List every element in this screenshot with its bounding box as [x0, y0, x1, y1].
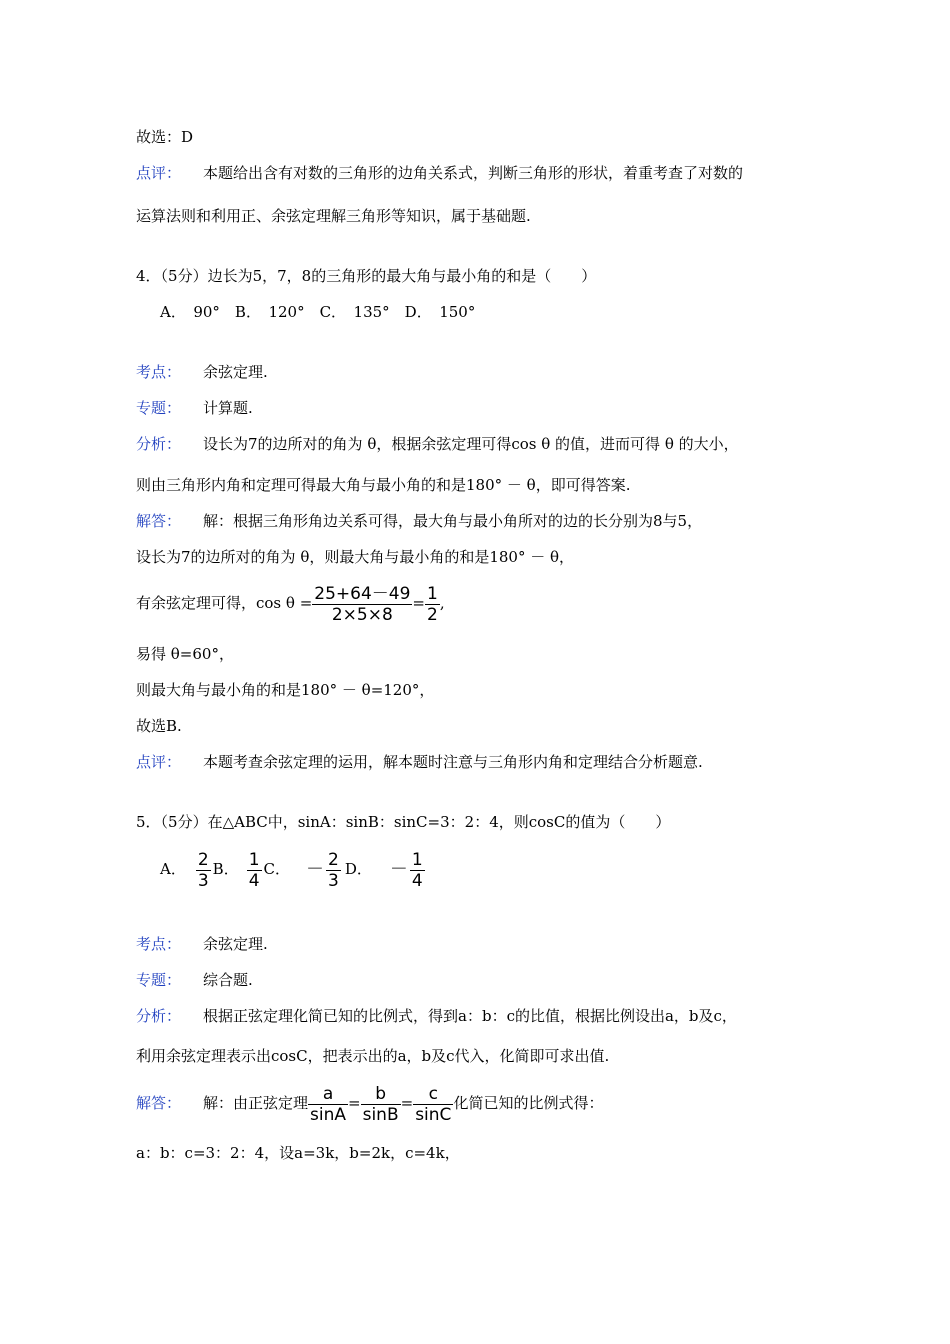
option-a-label: A．	[160, 860, 186, 878]
cos-fraction	[312, 584, 412, 625]
jieda-prefix: 解：由正弦定理	[203, 1094, 309, 1112]
option-c-fraction	[326, 850, 341, 891]
prev-comment-cont: 运算法则和利用正、余弦定理解三角形等知识，属于基础题.	[136, 207, 531, 225]
cos-numerator: 25+64－49	[314, 583, 411, 604]
q4-jieda-l5: 则最大角与最小角的和是180° － θ=120°，	[136, 681, 435, 699]
jieda-suffix: 化简已知的比例式得：	[453, 1094, 604, 1112]
q4-cos-formula	[136, 580, 445, 626]
kaodian-text: 余弦定理.	[203, 935, 268, 953]
fenxi-text: 设长为7的边所对的角为 θ，根据余弦定理可得cos θ 的值，进而可得 θ 的大小，	[203, 435, 739, 453]
q4-dianping	[136, 752, 703, 772]
cos-denominator: 2×5×8	[331, 604, 393, 625]
q4-stem: 4．（5分）边长为5，7，8的三角形的最大角与最小角的和是（ ）	[136, 267, 597, 285]
option-c-sign: －	[306, 859, 325, 880]
jieda-tag: 解答：	[136, 512, 182, 530]
q4-options: A． 90° B． 120° C． 135° D． 150°	[160, 303, 476, 321]
option-d-sign: －	[389, 859, 408, 880]
q5-jieda	[136, 1080, 603, 1126]
option-c-den: 3	[328, 870, 339, 891]
comma: ,	[439, 594, 445, 612]
option-d-fraction	[410, 850, 425, 891]
kaodian-text: 余弦定理.	[203, 363, 268, 381]
option-b-den: 4	[248, 870, 260, 891]
zhuanti-text: 计算题.	[203, 399, 253, 417]
equals-sign: =	[412, 594, 425, 612]
fenxi-text: 根据正弦定理化简已知的比例式，得到a：b：c的比值，根据比例设出a，b及c，	[203, 1007, 737, 1025]
q4-jieda-l6: 故选B.	[136, 717, 182, 735]
prev-comment	[136, 163, 743, 183]
option-b-label: B．	[212, 860, 239, 878]
option-a-den: 3	[197, 870, 209, 891]
zhuanti-text: 综合题.	[203, 971, 253, 989]
fenxi-tag: 分析：	[136, 435, 182, 453]
half-fraction	[425, 584, 440, 625]
dianping-text: 本题考查余弦定理的运用，解本题时注意与三角形内角和定理结合分析题意.	[203, 753, 703, 771]
cos-prefix: 有余弦定理可得，cos θ =	[136, 594, 313, 612]
jieda-tag: 解答：	[136, 1094, 182, 1112]
q4-fenxi-cont: 则由三角形内角和定理可得最大角与最小角的和是180° － θ，即可得答案.	[136, 476, 631, 494]
half-numerator: 1	[426, 583, 438, 604]
q5-fenxi	[136, 1006, 737, 1026]
q5-options	[160, 846, 425, 893]
q4-jieda-l4: 易得 θ=60°，	[136, 645, 234, 663]
q4-jieda-l2: 设长为7的边所对的角为 θ，则最大角与最小角的和是180° － θ，	[136, 548, 575, 566]
option-c-num: 2	[328, 849, 339, 870]
option-b-num: 1	[248, 849, 260, 870]
fenxi-tag: 分析：	[136, 1007, 182, 1025]
equals-2: =	[400, 1094, 414, 1112]
q5-stem: 5．（5分）在△ABC中，sinA：sinB：sinC=3：2：4，则cosC的值为（ ）	[136, 813, 671, 831]
q4-fenxi	[136, 434, 739, 454]
sine-a-den: sinA	[310, 1104, 347, 1125]
zhuanti-tag: 专题：	[136, 399, 182, 417]
sine-b-den: sinB	[362, 1104, 399, 1125]
sine-fraction-b	[361, 1084, 401, 1125]
option-c-label: C．	[263, 860, 291, 878]
option-d-den: 4	[411, 870, 423, 891]
option-a-num: 2	[197, 849, 209, 870]
q4-kaodian	[136, 362, 268, 382]
equals-1: =	[348, 1094, 361, 1112]
q4-jieda	[136, 511, 702, 531]
q4-zhuanti	[136, 398, 253, 418]
sine-c-den: sinC	[415, 1104, 452, 1125]
prev-choice: 故选：D	[136, 128, 194, 146]
sine-fraction-a	[308, 1084, 348, 1125]
option-d-label: D．	[344, 860, 372, 878]
comment-text: 本题给出含有对数的三角形的边角关系式，判断三角形的形状，着重考查了对数的	[203, 164, 744, 182]
jieda-text: 解：根据三角形角边关系可得，最大角与最小角所对的边的长分别为8与5，	[203, 512, 703, 530]
q5-last-line: a：b：c=3：2：4，设a=3k，b=2k，c=4k，	[136, 1144, 460, 1162]
dianping-tag: 点评：	[136, 753, 182, 771]
option-a-fraction	[196, 850, 211, 891]
kaodian-tag: 考点：	[136, 363, 182, 381]
q5-zhuanti	[136, 970, 253, 990]
sine-a-num: a	[308, 1084, 348, 1105]
sine-fraction-c	[413, 1084, 453, 1125]
sine-b-num: b	[361, 1084, 401, 1105]
option-b-fraction	[247, 850, 262, 891]
half-denominator: 2	[426, 604, 438, 625]
option-d-num: 1	[411, 849, 423, 870]
comment-tag: 点评：	[136, 164, 182, 182]
q5-kaodian	[136, 934, 268, 954]
sine-c-num: c	[413, 1084, 453, 1105]
kaodian-tag: 考点：	[136, 935, 182, 953]
q5-fenxi-cont: 利用余弦定理表示出cosC，把表示出的a，b及c代入，化简即可求出值.	[136, 1047, 610, 1065]
zhuanti-tag: 专题：	[136, 971, 182, 989]
